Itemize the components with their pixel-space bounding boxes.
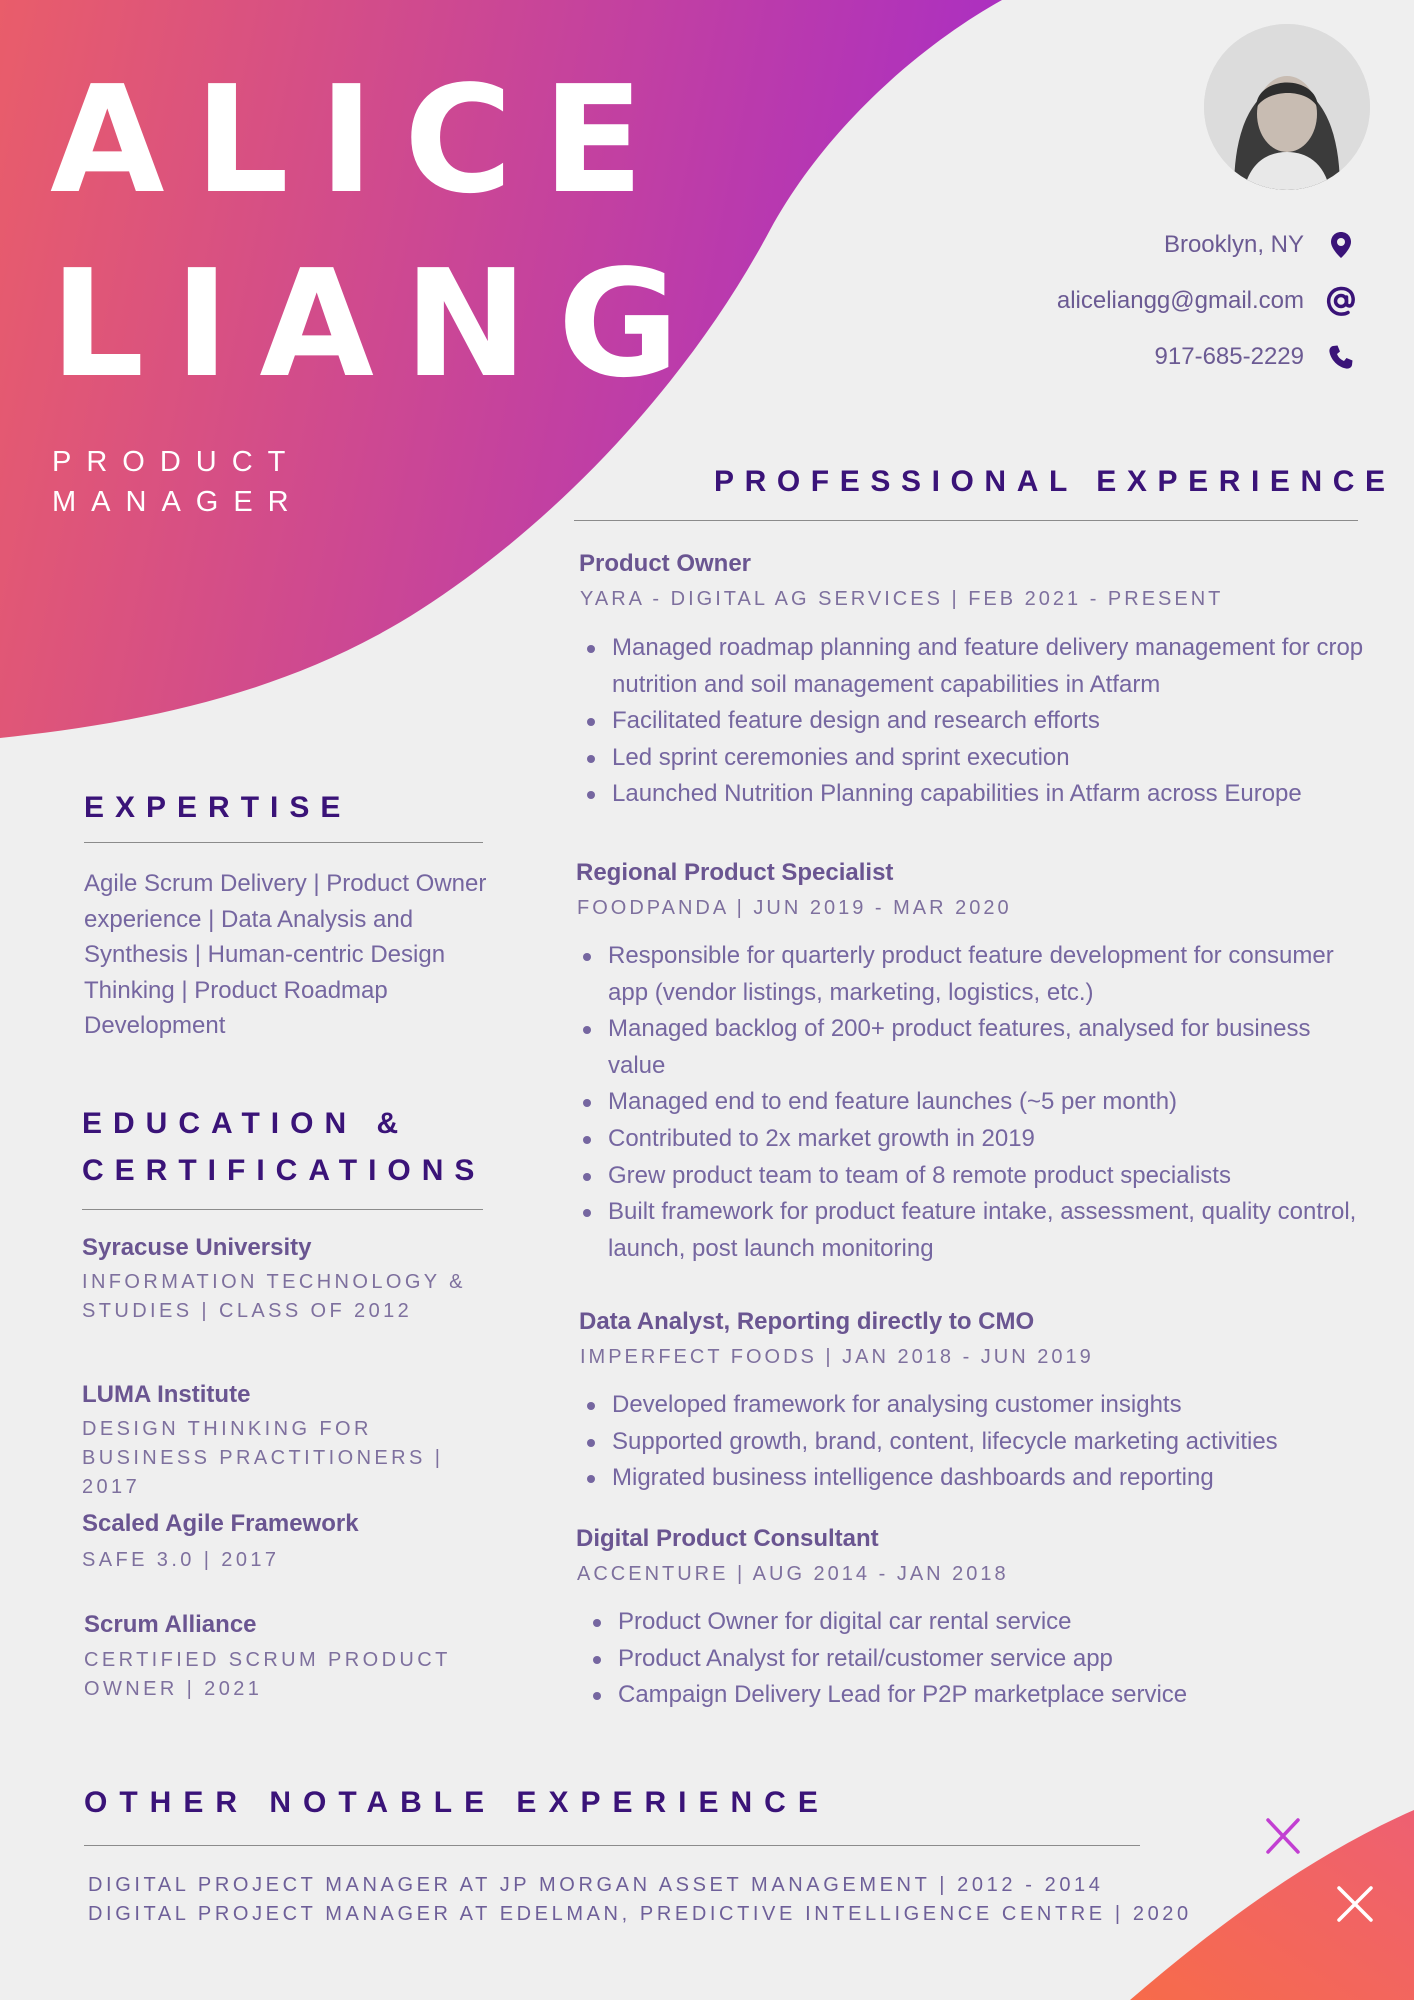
job-bullets: [580, 630, 1382, 813]
experience-divider: [574, 520, 1358, 521]
list-item: Product Owner for digital car rental service: [618, 1604, 1378, 1641]
contact-phone: [1155, 342, 1356, 372]
job-meta: FOODPANDA | JUN 2019 - MAR 2020: [577, 897, 1012, 919]
job-title: Product Owner: [579, 550, 752, 577]
expertise-section-title: EXPERTISE: [84, 791, 352, 824]
list-item: Migrated business intelligence dashboards and reporting: [612, 1460, 1392, 1497]
job-title: Data Analyst, Reporting directly to CMO: [579, 1308, 1035, 1335]
phone-icon: [1326, 342, 1356, 372]
at-sign-icon: [1326, 286, 1356, 316]
other-experience-section-title: OTHER NOTABLE EXPERIENCE: [84, 1786, 830, 1819]
list-item: Responsible for quarterly product feature development for consumer app (vendor listings, marketing, logistics, etc.): [608, 938, 1368, 1011]
location-pin-icon: [1326, 230, 1356, 260]
education-divider: [82, 1209, 483, 1210]
education-detail: INFORMATION TECHNOLOGY & STUDIES | CLASS OF 2012: [82, 1271, 466, 1322]
close-x-icon: [1268, 1820, 1298, 1852]
list-item: Launched Nutrition Planning capabilities in Atfarm across Europe: [612, 776, 1382, 813]
role-line-2: MANAGER: [52, 486, 304, 518]
education-name: Syracuse University: [82, 1234, 312, 1261]
list-item: Contributed to 2x market growth in 2019: [608, 1121, 1368, 1158]
list-item: Managed roadmap planning and feature delivery management for crop nutrition and soil management capabilities in Atfarm: [612, 630, 1382, 703]
list-item: Campaign Delivery Lead for P2P marketplace service: [618, 1677, 1378, 1714]
location-text: Brooklyn, NY: [1163, 231, 1304, 258]
email-text: aliceliangg@gmail.com: [1056, 287, 1304, 314]
job-title: Digital Product Consultant: [576, 1525, 879, 1552]
job-bullets: [576, 938, 1368, 1267]
list-item: Built framework for product feature intake, assessment, quality control, launch, post launch monitoring: [608, 1194, 1368, 1267]
first-name: ALICE: [50, 54, 674, 226]
education-name: LUMA Institute: [82, 1381, 251, 1408]
education-detail: CERTIFIED SCRUM PRODUCT OWNER | 2021: [84, 1649, 451, 1700]
list-item: Product Analyst for retail/customer service app: [618, 1641, 1378, 1678]
expertise-divider: [84, 842, 483, 843]
education-name: Scrum Alliance: [84, 1611, 257, 1638]
job-meta: YARA - DIGITAL AG SERVICES | FEB 2021 - PRESENT: [580, 588, 1224, 610]
avatar-portrait-icon: [1204, 24, 1370, 190]
list-item: Led sprint ceremonies and sprint execution: [612, 740, 1382, 777]
job-title: Regional Product Specialist: [576, 859, 894, 886]
experience-section-title: PROFESSIONAL EXPERIENCE: [714, 465, 1396, 498]
job-meta: ACCENTURE | AUG 2014 - JAN 2018: [577, 1563, 1009, 1585]
education-section-title-line-1: EDUCATION &: [82, 1107, 410, 1140]
education-detail: SAFE 3.0 | 2017: [82, 1549, 280, 1571]
expertise-text: Agile Scrum Delivery | Product Owner experience | Data Analysis and Synthesis | Human-centric Design Thinking | Product Roadmap Development: [84, 870, 487, 1040]
list-item: Supported growth, brand, content, lifecycle marketing activities: [612, 1424, 1392, 1461]
education-detail: DESIGN THINKING FOR BUSINESS PRACTITIONERS | 2017: [82, 1418, 444, 1498]
other-experience-line: DIGITAL PROJECT MANAGER AT JP MORGAN ASSET MANAGEMENT | 2012 - 2014: [88, 1874, 1104, 1896]
list-item: Facilitated feature design and research efforts: [612, 703, 1382, 740]
education-section-title-line-2: CERTIFICATIONS: [82, 1154, 486, 1187]
list-item: Managed backlog of 200+ product features, analysed for business value: [608, 1011, 1368, 1084]
education-name: Scaled Agile Framework: [82, 1510, 359, 1537]
list-item: Developed framework for analysing customer insights: [612, 1387, 1392, 1424]
contact-location: [1164, 230, 1356, 260]
last-name: LIANG: [50, 238, 710, 410]
avatar: [1204, 24, 1370, 190]
list-item: Grew product team to team of 8 remote product specialists: [608, 1158, 1368, 1195]
role-line-1: PRODUCT: [52, 446, 301, 478]
other-experience-line: DIGITAL PROJECT MANAGER AT EDELMAN, PREDICTIVE INTELLIGENCE CENTRE | 2020: [88, 1903, 1192, 1925]
other-experience-divider: [84, 1845, 1140, 1846]
contact-email: [1057, 286, 1356, 316]
job-meta: IMPERFECT FOODS | JAN 2018 - JUN 2019: [580, 1346, 1094, 1368]
job-bullets: [580, 1387, 1392, 1497]
job-bullets: [586, 1604, 1378, 1714]
list-item: Managed end to end feature launches (~5 per month): [608, 1084, 1368, 1121]
phone-text: 917-685-2229: [1154, 343, 1304, 370]
